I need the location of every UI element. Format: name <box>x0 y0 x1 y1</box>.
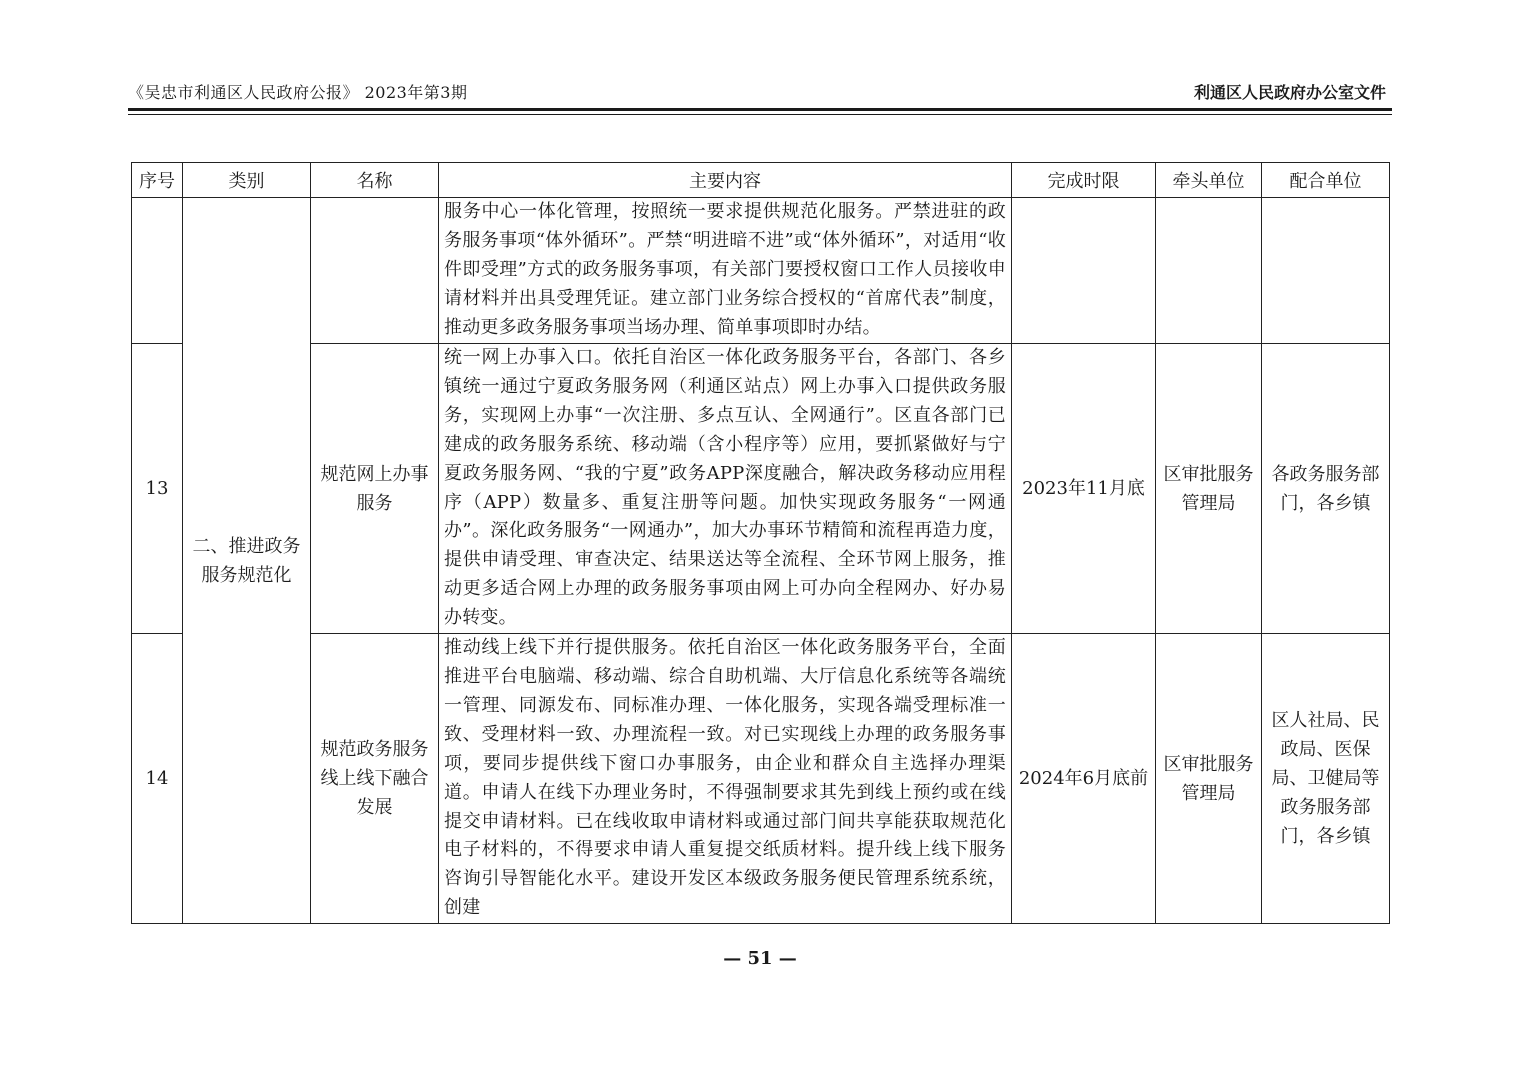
row-deadline: 2024年6月底前 <box>1012 634 1156 924</box>
header-deadline: 完成时限 <box>1012 163 1156 198</box>
row-lead-unit: 区审批服务管理局 <box>1156 344 1262 634</box>
header-lead-unit: 牵头单位 <box>1156 163 1262 198</box>
row-support-unit: 区人社局、民政局、医保局、卫健局等政务服务部门，各乡镇 <box>1262 634 1390 924</box>
running-header <box>128 78 1392 108</box>
row-name: 规范政务服务线上线下融合发展 <box>311 634 439 924</box>
row-no: 14 <box>132 634 183 924</box>
row-deadline <box>1012 198 1156 344</box>
row-content: 服务中心一体化管理，按照统一要求提供规范化服务。严禁进驻的政务服务事项“体外循环”。严禁“明进暗不进”或“体外循环”，对适用“收件即受理”方式的政务服务事项，有关部门要授权窗口工作人员接收申请材料并出具受理凭证。建立部门业务综合授权的“首席代表”制度，推动更多政务服务事项当场办理、简单事项即时办结。 <box>439 198 1012 344</box>
header-content: 主要内容 <box>439 163 1012 198</box>
row-deadline: 2023年11月底 <box>1012 344 1156 634</box>
header-rule-thick <box>128 108 1392 111</box>
gazette-title: 《吴忠市利通区人民政府公报》 2023年第3期 <box>128 83 468 102</box>
row-category: 二、推进政务服务规范化 <box>183 198 311 924</box>
row-no <box>132 198 183 344</box>
row-lead-unit: 区审批服务管理局 <box>1156 634 1262 924</box>
row-support-unit: 各政务服务部门，各乡镇 <box>1262 344 1390 634</box>
office-document-label: 利通区人民政府办公室文件 <box>1193 83 1386 102</box>
header-category: 类别 <box>183 163 311 198</box>
table-header-row <box>132 163 1390 198</box>
row-content: 统一网上办事入口。依托自治区一体化政务服务平台，各部门、各乡镇统一通过宁夏政务服务网（利通区站点）网上办事入口提供政务服务，实现网上办事“一次注册、多点互认、全网通行”。区直各部门已建成的政务服务系统、移动端（含小程序等）应用，要抓紧做好与宁夏政务服务网、“我的宁夏”政务APP深度融合，解决政务移动应用程序（APP）数量多、重复注册等问题。加快实现政务服务“一网通办”。深化政务服务“一网通办”，加大办事环节精简和流程再造力度，提供申请受理、审查决定、结果送达等全流程、全环节网上服务，推动更多适合网上办理的政务服务事项由网上可办向全程网办、好办易办转变。 <box>439 344 1012 634</box>
table-row <box>132 198 1390 344</box>
row-support-unit <box>1262 198 1390 344</box>
header-support-unit: 配合单位 <box>1262 163 1390 198</box>
header-rule-thin <box>128 114 1392 115</box>
table-row <box>132 344 1390 634</box>
table-row <box>132 634 1390 924</box>
page-number: — 51 — <box>723 948 797 969</box>
header-no: 序号 <box>132 163 183 198</box>
row-content: 推动线上线下并行提供服务。依托自治区一体化政务服务平台，全面推进平台电脑端、移动端、综合自助机端、大厅信息化系统等各端统一管理、同源发布、同标准办理、一体化服务，实现各端受理标准一致、受理材料一致、办理流程一致。对已实现线上办理的政务服务事项，要同步提供线下窗口办事服务，由企业和群众自主选择办理渠道。申请人在线下办理业务时，不得强制要求其先到线上预约或在线提交申请材料。已在线收取申请材料或通过部门间共享能获取规范化电子材料的，不得要求申请人重复提交纸质材料。提升线上线下服务咨询引导智能化水平。建设开发区本级政务服务便民管理系统系统，创建 <box>439 634 1012 924</box>
task-table <box>131 162 1390 924</box>
row-no: 13 <box>132 344 183 634</box>
header-name: 名称 <box>311 163 439 198</box>
row-name: 规范网上办事服务 <box>311 344 439 634</box>
row-name <box>311 198 439 344</box>
row-lead-unit <box>1156 198 1262 344</box>
